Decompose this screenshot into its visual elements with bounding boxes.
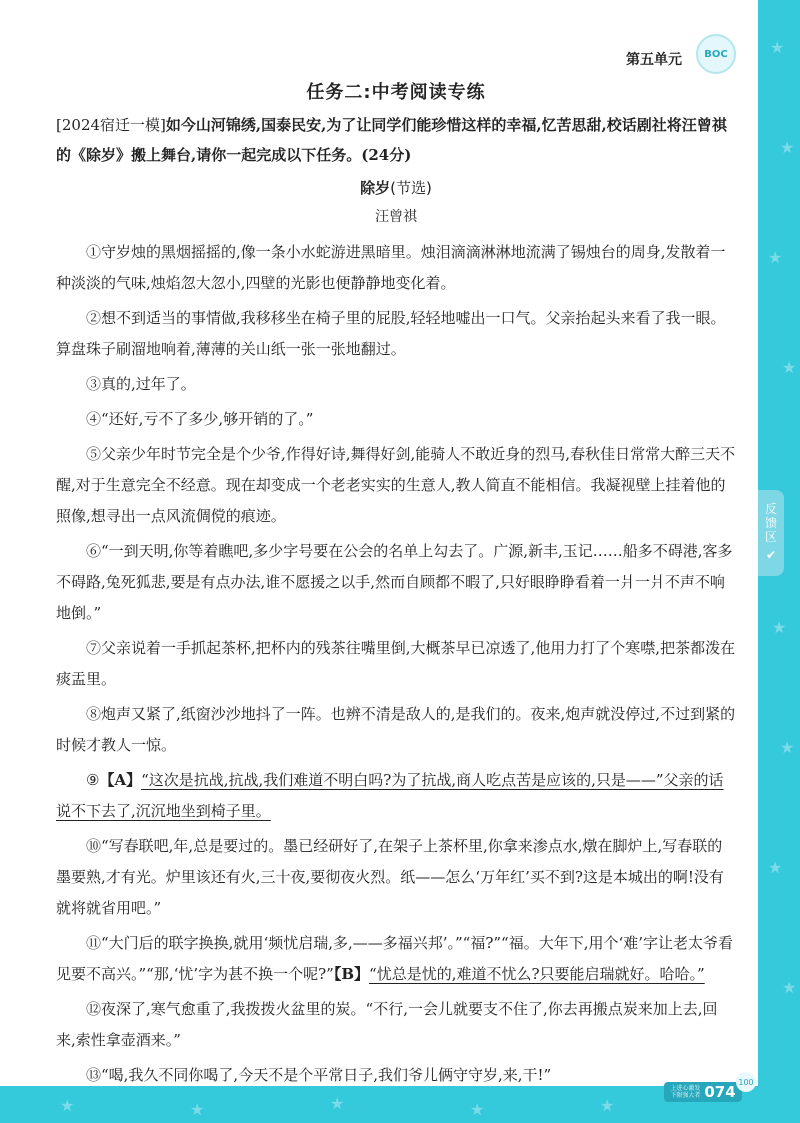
paragraph-11-text: ⑪“大门后的联字换换,就用‘频忧启瑞,多,——多福兴邦’。”“福?”“福。大年下,用个‘难’字让老太爷看见要不高兴。”“那,‘忧’字为甚不换一个呢?” xyxy=(56,934,734,983)
unit-badge-icon: BOC xyxy=(696,34,736,74)
article-title-sub: (节选) xyxy=(390,179,432,197)
underlined-sentence-a: “这次是抗战,抗战,我们难道不明白吗?为了抗战,商人吃点苦是应该的,只是——”父亲的话说不下去了,沉沉地坐到椅子里。 xyxy=(56,771,724,820)
article-title xyxy=(56,173,736,203)
marker-a: 【A】 xyxy=(99,771,142,789)
star-icon: ★ xyxy=(770,38,785,57)
task-intro-text: 如今山河锦绣,国泰民安,为了让同学们能珍惜这样的幸福,忆苦思甜,校话剧社将汪曾祺的《除岁》搬上舞台,请你一起完成以下任务。(24分) xyxy=(56,116,727,164)
feedback-side-tab[interactable] xyxy=(758,490,784,576)
page-number: 074 xyxy=(704,1083,736,1101)
star-icon: ★ xyxy=(782,358,797,377)
check-icon: ✔ xyxy=(765,547,777,562)
page-content xyxy=(56,78,736,1095)
star-icon: ★ xyxy=(470,1100,485,1119)
page-number-badge xyxy=(664,1082,742,1102)
article-author: 汪曾祺 xyxy=(375,209,417,225)
side-tab-char-2: 馈 xyxy=(764,516,777,531)
underlined-sentence-b: “忧总是忧的,难道不忧么?只要能启瑞就好。哈哈。” xyxy=(369,965,705,983)
paragraph-5: ⑤父亲少年时节完全是个少爷,作得好诗,舞得好剑,能骑人不敢近身的烈马,春秋佳日常常大醉三天不醒,对于生意完全不经意。现在却变成一个老老实实的生意人,教人简直不能相信。我凝视壁上挂着他的照像,想寻出一点风流倜傥的痕迹。 xyxy=(56,445,736,525)
paragraph-9-number: ⑨ xyxy=(86,771,100,789)
footer-slogan xyxy=(670,1085,700,1099)
task-source: [2024宿迁一模] xyxy=(56,116,166,134)
paragraph-3: ③真的,过年了。 xyxy=(86,375,196,393)
mascot-icon: 100 xyxy=(736,1072,756,1092)
paragraph-12: ⑫夜深了,寒气愈重了,我拨拨火盆里的炭。“不行,一会儿就要支不住了,你去再搬点炭来加上去,回来,索性拿壶酒来。” xyxy=(56,1000,718,1049)
paragraph-13: ⑬“喝,我久不同你喝了,今天不是个平常日子,我们爷儿俩守守岁,来,干!” xyxy=(86,1066,552,1084)
task-intro xyxy=(56,110,736,170)
paragraph-11 xyxy=(56,928,736,990)
star-icon: ★ xyxy=(190,1100,205,1119)
paragraph-7: ⑦父亲说着一手抓起茶杯,把杯内的残茶往嘴里倒,大概茶早已凉透了,他用力打了个寒噤,把茶都泼在痰盂里。 xyxy=(56,639,736,688)
paragraph-1: ①守岁烛的黑烟摇摇的,像一条小水蛇游进黑暗里。烛泪滴滴淋淋地流满了锡烛台的周身,发散着一种淡淡的气味,烛焰忽大忽小,四壁的光影也便静静地变化着。 xyxy=(56,243,726,292)
side-tab-char-3: 区 xyxy=(764,530,777,544)
task-title: 任务二:中考阅读专练 xyxy=(306,82,486,103)
paragraph-10: ⑩“写春联吧,年,总是要过的。墨已经研好了,在架子上茶杯里,你拿来渗点水,燉在脚炉上,写春联的墨要熟,才有光。炉里该还有火,三十夜,要彻夜火烈。纸——怎么‘万年红’买不到?这是本城出的啊!没有就将就省用吧。” xyxy=(56,837,724,917)
footer-slogan-line1: 上进心激发 xyxy=(670,1085,701,1092)
side-tab-char-1: 反 xyxy=(764,502,777,517)
unit-label: 第五单元 xyxy=(626,52,682,68)
star-icon: ★ xyxy=(768,858,783,877)
paragraph-6: ⑥“一到天明,你等着瞧吧,多少字号要在公会的名单上勾去了。广源,新丰,玉记……船多不碍港,客多不碍路,兔死狐悲,要是有点办法,谁不愿援之以手,然而自顾都不暇了,只好眼睁睁看着一爿一爿不声不响地倒。” xyxy=(56,542,733,622)
star-icon: ★ xyxy=(600,1096,615,1115)
star-icon: ★ xyxy=(60,1096,75,1115)
article-title-main: 除岁 xyxy=(360,179,391,197)
paragraph-9 xyxy=(56,765,736,827)
paragraph-4: ④“还好,亏不了多少,够开销的了。” xyxy=(86,410,314,428)
marker-b: 【B】 xyxy=(333,965,370,983)
star-icon: ★ xyxy=(782,978,797,997)
paragraph-2: ②想不到适当的事情做,我移移坐在椅子里的屁股,轻轻地嘘出一口气。父亲抬起头来看了我一眼。算盘珠子刷溜地响着,薄薄的关山纸一张一张地翻过。 xyxy=(56,309,726,358)
footer-slogan-line2: 下限强大者 xyxy=(670,1092,701,1099)
star-icon: ★ xyxy=(780,738,795,757)
paragraph-8: ⑧炮声又紧了,纸窗沙沙地抖了一阵。也辨不清是敌人的,是我们的。夜来,炮声就没停过,不过到紧的时候才教人一惊。 xyxy=(56,705,736,754)
star-icon: ★ xyxy=(330,1094,345,1113)
star-icon: ★ xyxy=(780,138,795,157)
star-icon: ★ xyxy=(768,248,783,267)
star-icon: ★ xyxy=(772,618,787,637)
